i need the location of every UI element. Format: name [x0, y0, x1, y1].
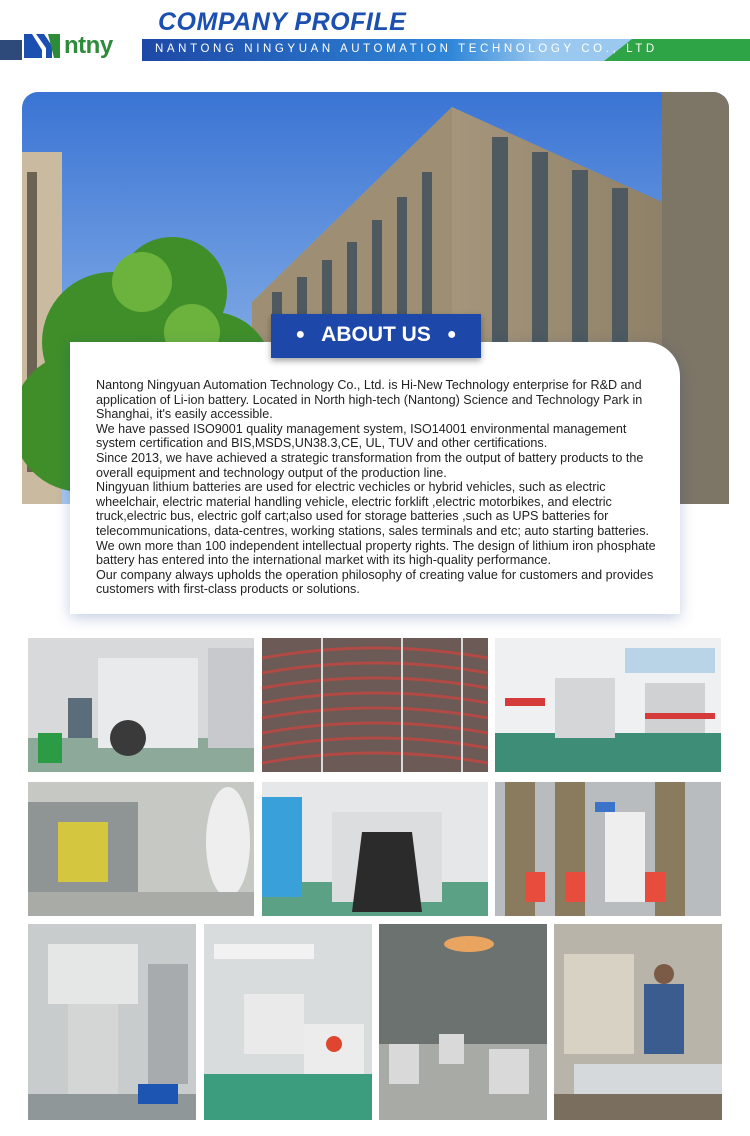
about-heading-text: ABOUT US: [321, 323, 431, 346]
about-paragraph: We have passed ISO9001 quality management system, ISO14001 environmental management system certification and BIS,MSDS,UN38.3,CE, UL, TUV and other certifications.: [96, 421, 627, 451]
bullet-dot-icon: ●: [295, 326, 306, 343]
factory-photo-drying-rack: [262, 638, 488, 772]
factory-photo-winding-machine: [262, 782, 488, 916]
about-us-text: [96, 378, 662, 597]
about-paragraph: Since 2013, we have achieved a strategic transformation from the output of battery products to the overall equipment and technology output of the production line.: [96, 450, 644, 480]
logo-text: ntny: [64, 32, 113, 59]
logo-mark-icon: [22, 30, 62, 62]
factory-photo-cleanroom-worker: [28, 782, 254, 916]
company-logo: [22, 30, 130, 64]
factory-photo-workshop: [495, 638, 721, 772]
factory-photo-mixer: [28, 924, 196, 1120]
factory-photo-storage-racks: [495, 782, 721, 916]
about-us-heading: [271, 314, 481, 358]
about-paragraph: Ningyuan lithium batteries are used for electric vechicles or hybrid vehicles, such as electric wheelchair, electric material handling vehicle, electric forklift ,electric motorbikes, and electric truck,electric bus, electric golf cart;also used for storage batteries ,such as UPS batteries for telecommunications, data-centres, working stations, sales terminals and etc; auto starting batteries.: [96, 480, 649, 538]
factory-photo-workers-machine: [554, 924, 722, 1120]
bullet-dot-icon: ●: [446, 326, 457, 343]
about-paragraph: Nantong Ningyuan Automation Technology Co., Ltd. is Hi-New Technology enterprise for R&D and application of Li-ion battery. Located in North high-tech (Nantong) Science and Technology Park in Shanghai, it's easily accessible.: [96, 378, 643, 422]
factory-photo-coating-line: [204, 924, 372, 1120]
about-paragraph: We own more than 100 independent intellectual property rights. The design of lithium iron phosphate battery has entered into the international market with its high-quality performance.: [96, 538, 656, 568]
company-name-banner: NANTONG NINGYUAN AUTOMATION TECHNOLOGY CO., LTD: [155, 43, 658, 55]
header-accent-bar: [0, 40, 24, 60]
about-paragraph: Our company always upholds the operation philosophy of creating value for customers and provides customers with first-class products or solutions.: [96, 567, 654, 597]
page-title: COMPANY PROFILE: [158, 8, 407, 36]
factory-photo-coating-machine: [28, 638, 254, 772]
factory-photo-production-hall: [379, 924, 547, 1120]
